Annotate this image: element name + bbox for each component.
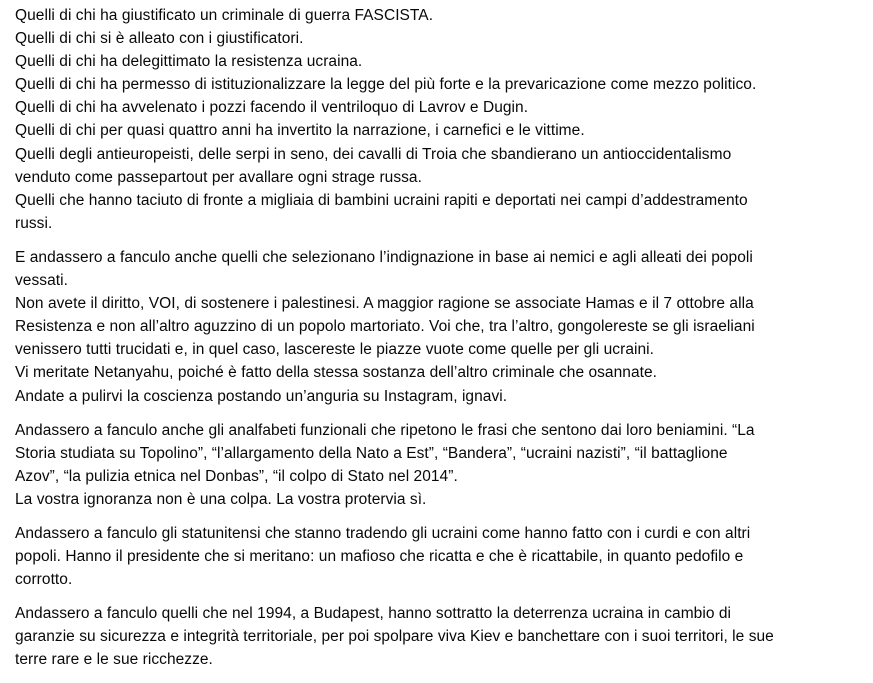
- text-line: Quelli che hanno taciuto di fronte a migliaia di bambini ucraini rapiti e deportati nei campi d’addestramento: [15, 191, 748, 209]
- text-line: Quelli di chi per quasi quattro anni ha invertito la narrazione, i carnefici e le vittime.: [15, 122, 585, 140]
- text-line: Andassero a fanculo quelli che nel 1994, a Budapest, hanno sottratto la deterrenza ucraina in cambio di: [15, 605, 732, 623]
- text-line: La vostra ignoranza non è una colpa. La vostra protervia sì.: [15, 490, 427, 508]
- text-line: Andassero a fanculo gli statunitensi che stanno tradendo gli ucraini come hanno fatto con i curdi e con altri: [15, 524, 751, 542]
- text-line: Quelli di chi ha permesso di istituzionalizzare la legge del più forte e la prevaricazione come mezzo politico.: [15, 76, 757, 94]
- text-line: terre rare e le sue ricchezze.: [15, 651, 213, 669]
- paragraph-2: [15, 246, 867, 408]
- text-line: Andate a pulirvi la coscienza postando un’anguria su Instagram, ignavi.: [15, 387, 508, 405]
- text-line: Quelli degli antieuropeisti, delle serpi in seno, dei cavalli di Troia che sbandierano un antioccidentalismo: [15, 145, 732, 163]
- text-line: Quelli di chi ha delegittimato la resistenza ucraina.: [15, 53, 363, 71]
- text-line: venduto come passepartout per avallare ogni strage russa.: [15, 168, 422, 186]
- text-line: Vi meritate Netanyahu, poiché è fatto della stessa sostanza dell’altro criminale che osannate.: [15, 364, 658, 382]
- text-line: russi.: [15, 214, 53, 232]
- text-line: Azov”, “la pulizia etnica nel Donbas”, “il colpo di Stato nel 2014”.: [15, 467, 458, 485]
- text-line: vessati.: [15, 272, 68, 290]
- post-text: [15, 4, 867, 683]
- text-line: Andassero a fanculo anche gli analfabeti funzionali che ripetono le frasi che sentono dai loro beniamini. “La: [15, 421, 755, 439]
- text-line: Non avete il diritto, VOI, di sostenere i palestinesi. A maggior ragione se associate Hamas e il 7 ottobre alla: [15, 295, 754, 313]
- text-line: corrotto.: [15, 571, 73, 589]
- text-line: garanzie su sicurezza e integrità territoriale, per poi spolpare viva Kiev e banchettare con i suoi territori, le sue: [15, 628, 774, 646]
- paragraph-3: [15, 419, 867, 511]
- text-line: Quelli di chi ha avvelenato i pozzi facendo il ventriloquo di Lavrov e Dugin.: [15, 99, 529, 117]
- paragraph-1: [15, 4, 867, 235]
- text-line: venissero tutti trucidati e, in quel caso, lascereste le piazze vuote come quelle per gli ucraini.: [15, 341, 655, 359]
- paragraph-5: [15, 602, 867, 671]
- text-line: Storia studiata su Topolino”, “l’allargamento della Nato a Est”, “Bandera”, “ucraini nazisti”, “il battaglione: [15, 444, 728, 462]
- text-line: popoli. Hanno il presidente che si meritano: un mafioso che ricatta e che è ricattabile, in quanto pedofilo e: [15, 548, 744, 566]
- text-line: Resistenza e non all’altro aguzzino di un popolo martoriato. Voi che, tra l’altro, gongolereste se gli israeliani: [15, 318, 755, 336]
- text-line: Quelli di chi ha giustificato un criminale di guerra FASCISTA.: [15, 7, 434, 24]
- text-line: E andassero a fanculo anche quelli che selezionano l’indignazione in base ai nemici e agli alleati dei popoli: [15, 248, 753, 266]
- text-line: Quelli di chi si è alleato con i giustificatori.: [15, 30, 304, 48]
- paragraph-4: [15, 522, 867, 591]
